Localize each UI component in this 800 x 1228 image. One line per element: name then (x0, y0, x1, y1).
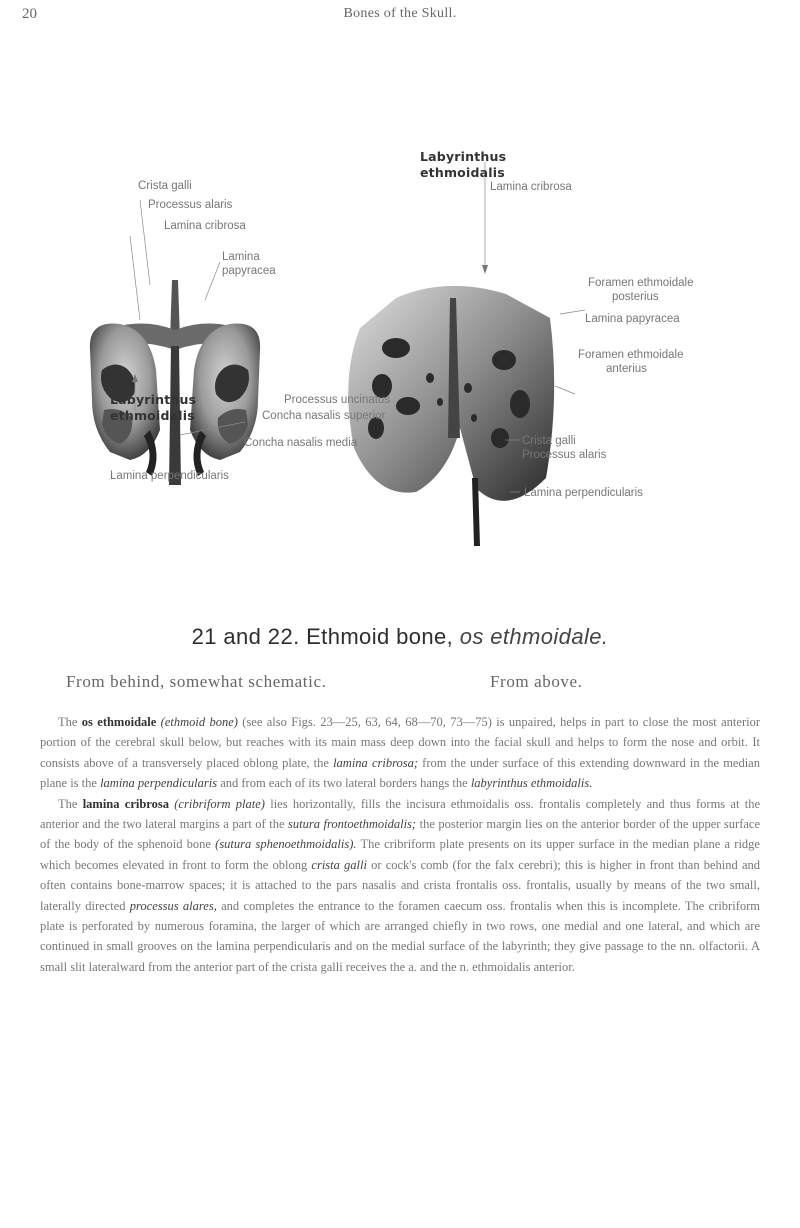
text-run: lamina cribrosa (82, 796, 169, 811)
label-concha-media: Concha nasalis media (244, 437, 358, 449)
label-foramen-posterius-2: posterius (612, 291, 659, 303)
paragraph-lamina-cribrosa (40, 794, 760, 978)
label-concha-superior: Concha nasalis superior (262, 410, 386, 422)
label-lamina-papyracea-left-1: Lamina (222, 251, 260, 263)
label-foramen-posterius-1: Foramen ethmoidale (588, 277, 694, 289)
label-labyrinthus-right-1: Labyrinthus (420, 149, 507, 164)
text-run: lies horizontally, fills the incisura ethmoidalis oss. frontalis completely and thus forms at the anterior and the two lateral margins a part of the (40, 796, 760, 832)
text-run: (ethmoid bone) (160, 715, 238, 729)
label-foramen-anterius-1: Foramen ethmoidale (578, 349, 684, 361)
label-processus-alaris-left: Processus alaris (148, 199, 233, 211)
text-run: crista galli (311, 857, 367, 872)
caption-sub-left: From behind, somewhat schematic. (66, 672, 327, 691)
label-lamina-papyracea-right: Lamina papyracea (585, 313, 680, 325)
label-crista-galli-left: Crista galli (138, 180, 192, 192)
body-text (40, 712, 760, 977)
text-run: The (58, 715, 82, 729)
text-run: from the under surface of this extending downward in the median plane is the (40, 755, 760, 791)
label-lamina-perpendicularis-right: Lamina perpendicularis (524, 487, 643, 499)
figure-caption (0, 624, 800, 650)
text-run: (sutura sphenoethmoidalis). (215, 837, 357, 852)
label-crista-galli-right: Crista galli (522, 435, 576, 447)
figure-area (0, 150, 800, 600)
text-run: labyrinthus ethmoidalis. (470, 776, 593, 791)
label-foramen-anterius-2: anterius (606, 363, 647, 375)
caption-sub-right: From above. (490, 672, 583, 691)
text-run: the posterior margin lies on the anterior border of the upper surface of the body of the sphenoid bone (40, 817, 761, 852)
leader-lines (0, 150, 800, 600)
text-run: (cribriform plate) (174, 796, 265, 811)
text-run: and completes the entrance to the foramen caecum oss. frontalis when this is incomplete. The cribriform plate is perforated by numerous foramina, the larger of which are arranged chiefly in two rows, one medial and one lateral, and which are continued in small grooves on the lamina perpendicularis and on the medial surface of the labyrinth; they give passage to the nn. olfactorii. A small slit lateralward from the anterior part of the crista galli receives the a. and the n. ethmoidalis anterior. (40, 898, 760, 974)
text-run: The cribriform plate presents on its upper surface in the median plane a ridge which becomes elevated in front to form the oblong (40, 837, 760, 872)
text-run: or cock's comb (for the falx cerebri); this is higher in front than behind and often contains bone-marrow spaces; it is attached to the pars nasalis and crista frontalis oss. frontalis, usually by means of the two small, laterally directed (40, 857, 760, 913)
page-number: 20 (22, 6, 37, 22)
label-labyrinthus-left-1: Labyrinthus (110, 392, 197, 407)
label-processus-alaris-right: Processus alaris (522, 449, 607, 461)
label-processus-uncinatus: Processus uncinatus (284, 394, 391, 406)
label-lamina-perpendicularis-left: Lamina perpendicularis (110, 470, 229, 482)
text-run: lamina perpendicularis (100, 776, 218, 791)
label-lamina-papyracea-left-2: papyracea (222, 265, 276, 277)
text-run: (see also Figs. 23—25, 63, 64, 68—70, 73—75) is unpaired, helps in part to close the most anterior portion of the cerebral skull below, but reaches with its main mass deep down into the facial skull and helps to form the nose and orbit. It consists above of a transversely placed oblong plate, the (40, 715, 761, 770)
caption-latin: os ethmoidale. (459, 624, 609, 649)
running-head: Bones of the Skull. (343, 6, 457, 21)
text-run: sutura frontoethmoidalis; (288, 817, 417, 832)
caption-title: 21 and 22. Ethmoid bone, (191, 624, 454, 649)
text-run: and from each of its two lateral borders hangs the (217, 776, 471, 791)
label-labyrinthus-right-2: ethmoidalis (420, 165, 505, 180)
label-labyrinthus-left-2: ethmoidalis (110, 408, 195, 423)
text-run: lamina cribrosa; (333, 755, 419, 770)
text-run: The (58, 796, 83, 811)
label-lamina-cribrosa-left: Lamina cribrosa (164, 220, 246, 232)
paragraph-os-ethmoidale (40, 712, 760, 794)
label-lamina-cribrosa-right: Lamina cribrosa (490, 181, 572, 193)
text-run: os ethmoidale (81, 715, 157, 729)
text-run: processus alares, (129, 898, 217, 913)
